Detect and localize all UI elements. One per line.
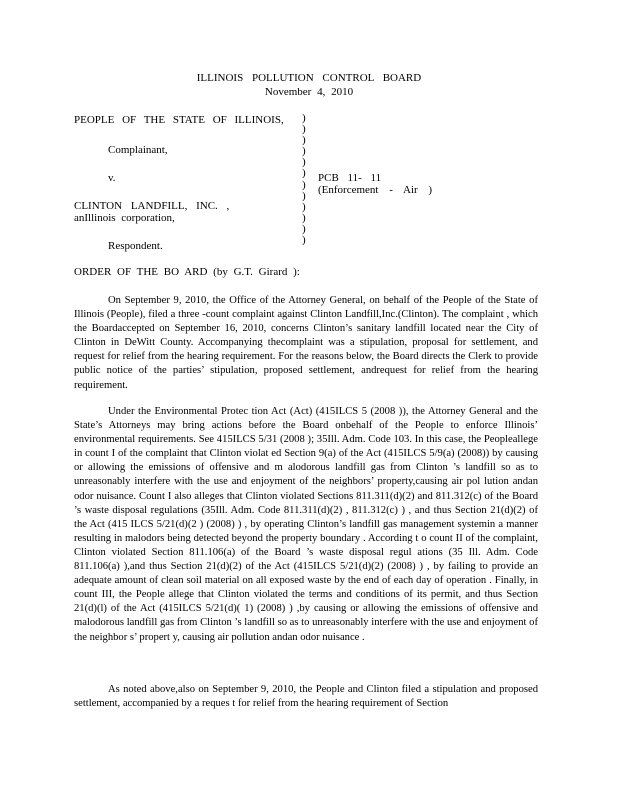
paragraph-1: On September 9, 2010, the Office of the Attorney General, on behalf of the People of the State of Illinois (People), filed a three -count complaint against Clinton Landfill,Inc.(Clinton). The complaint , which the Boardaccepted on September 16, 2010, concerns Clinton’s sanitary landfill located near the City of Clinton in DeWitt County. Accompanying thecomplaint was a stipulation, proposal for settlement, and request for relief from the hearing requirement. For the reasons below, the Board directs the Clerk to provide public notice of the parties’ stipulation, proposed settlement, andrequest for relief from the hearing requirement. — [74, 295, 538, 391]
complainant-label: Complainant, — [108, 144, 168, 156]
paren-mark: ) — [302, 134, 306, 147]
paren-mark: ) — [302, 200, 306, 213]
paren-mark: ) — [302, 222, 306, 235]
case-type: (Enforcement - Air ) — [318, 184, 433, 196]
defendant-description: anIllinois corporation, — [74, 212, 175, 224]
paragraph-2: Under the Environmental Protec tion Act (Act) (415ILCS 5 (2008 )), the Attorney General and the State’s Attorneys may bring actions before the Board onbehalf of the People to enforce Illinois’ environmental requirements. See 415ILCS 5/31 (2008 ); 35Ill. Adm. Code 103. In this case, the Peopleallege in count I of the complaint that Clinton violat ed Section 9(a) of the Act (415ILCS 5/9(a) (2008)) by causing or allowing the emissions of offensive and m alodorous landfill gas from Clinton ’s landfill so as to unreasonably interfere with the use and enjoyment of the neighbors’ property,causing air pol lution andan odor nuisance. Count I also alleges that Clinton violated Sections 811.311(d)(2) and 811.312(c) of the Board ’s waste disposal regulations (35Ill. Adm. Code 811.311(d)(2) , 811.312(c) ) , and thus Section 21(d)(2) of the Act (415 ILCS 5/21(d)(2 ) (2008) ) , by operating Clinton’s landfill gas management systemin a manner resulting in malodors being detected beyond the property boundary . According t o count II of the complaint, Clinton violated Section 811.106(a) of the Board ’s waste disposal regul ations (35 Ill. Adm. Code 811.106(a) ),and thus Section 21(d)(2) of the Act (415ILCS 5/21(d)(2) (2008) ) , by failing to provide an adequate amount of clean soil material on all exposed waste by the end of each day of operation . Finally, in count III, the People allege that Clinton violated the terms and conditions of its permit, and thus Section 21(d)(l) of the Act (415ILCS 5/21(d)( 1) (2008) ) ,by causing or allowing the emissions of offensive and malodorous landfill gas from Clinton ’s landfill so as to unreasonably interfere with the use and enjoyment of the neighbor s’ propert y, causing air pollution andan odor nuisance . — [74, 406, 538, 643]
paren-mark: ) — [302, 189, 306, 202]
order-heading: ORDER OF THE BO ARD (by G.T. Girard ): — [74, 266, 300, 278]
board-name: ILLINOIS POLLUTION CONTROL BOARD — [196, 72, 422, 84]
paren-mark: ) — [302, 156, 306, 169]
case-number: PCB 11- 11 — [318, 172, 382, 184]
defendant-name: CLINTON LANDFILL, INC. , — [74, 200, 230, 212]
paren-mark: ) — [302, 167, 306, 180]
paren-mark: ) — [302, 211, 306, 224]
versus-label: v. — [108, 172, 116, 184]
respondent-label: Respondent. — [108, 240, 163, 252]
paren-mark: ) — [302, 178, 306, 191]
paren-mark: ) — [302, 112, 306, 124]
order-date: November 4, 2010 — [264, 86, 354, 98]
paren-mark: ) — [302, 145, 306, 158]
caption-paren-column — [302, 113, 306, 246]
paren-mark: ) — [302, 123, 306, 136]
plaintiff-name: PEOPLE OF THE STATE OF ILLINOIS, — [74, 114, 284, 126]
paragraph-3: As noted above,also on September 9, 2010, the People and Clinton filed a stipulation and proposed settlement, accompanied by a reques t for relief from the hearing requirement of Section — [74, 684, 538, 710]
paren-mark: ) — [302, 234, 306, 247]
